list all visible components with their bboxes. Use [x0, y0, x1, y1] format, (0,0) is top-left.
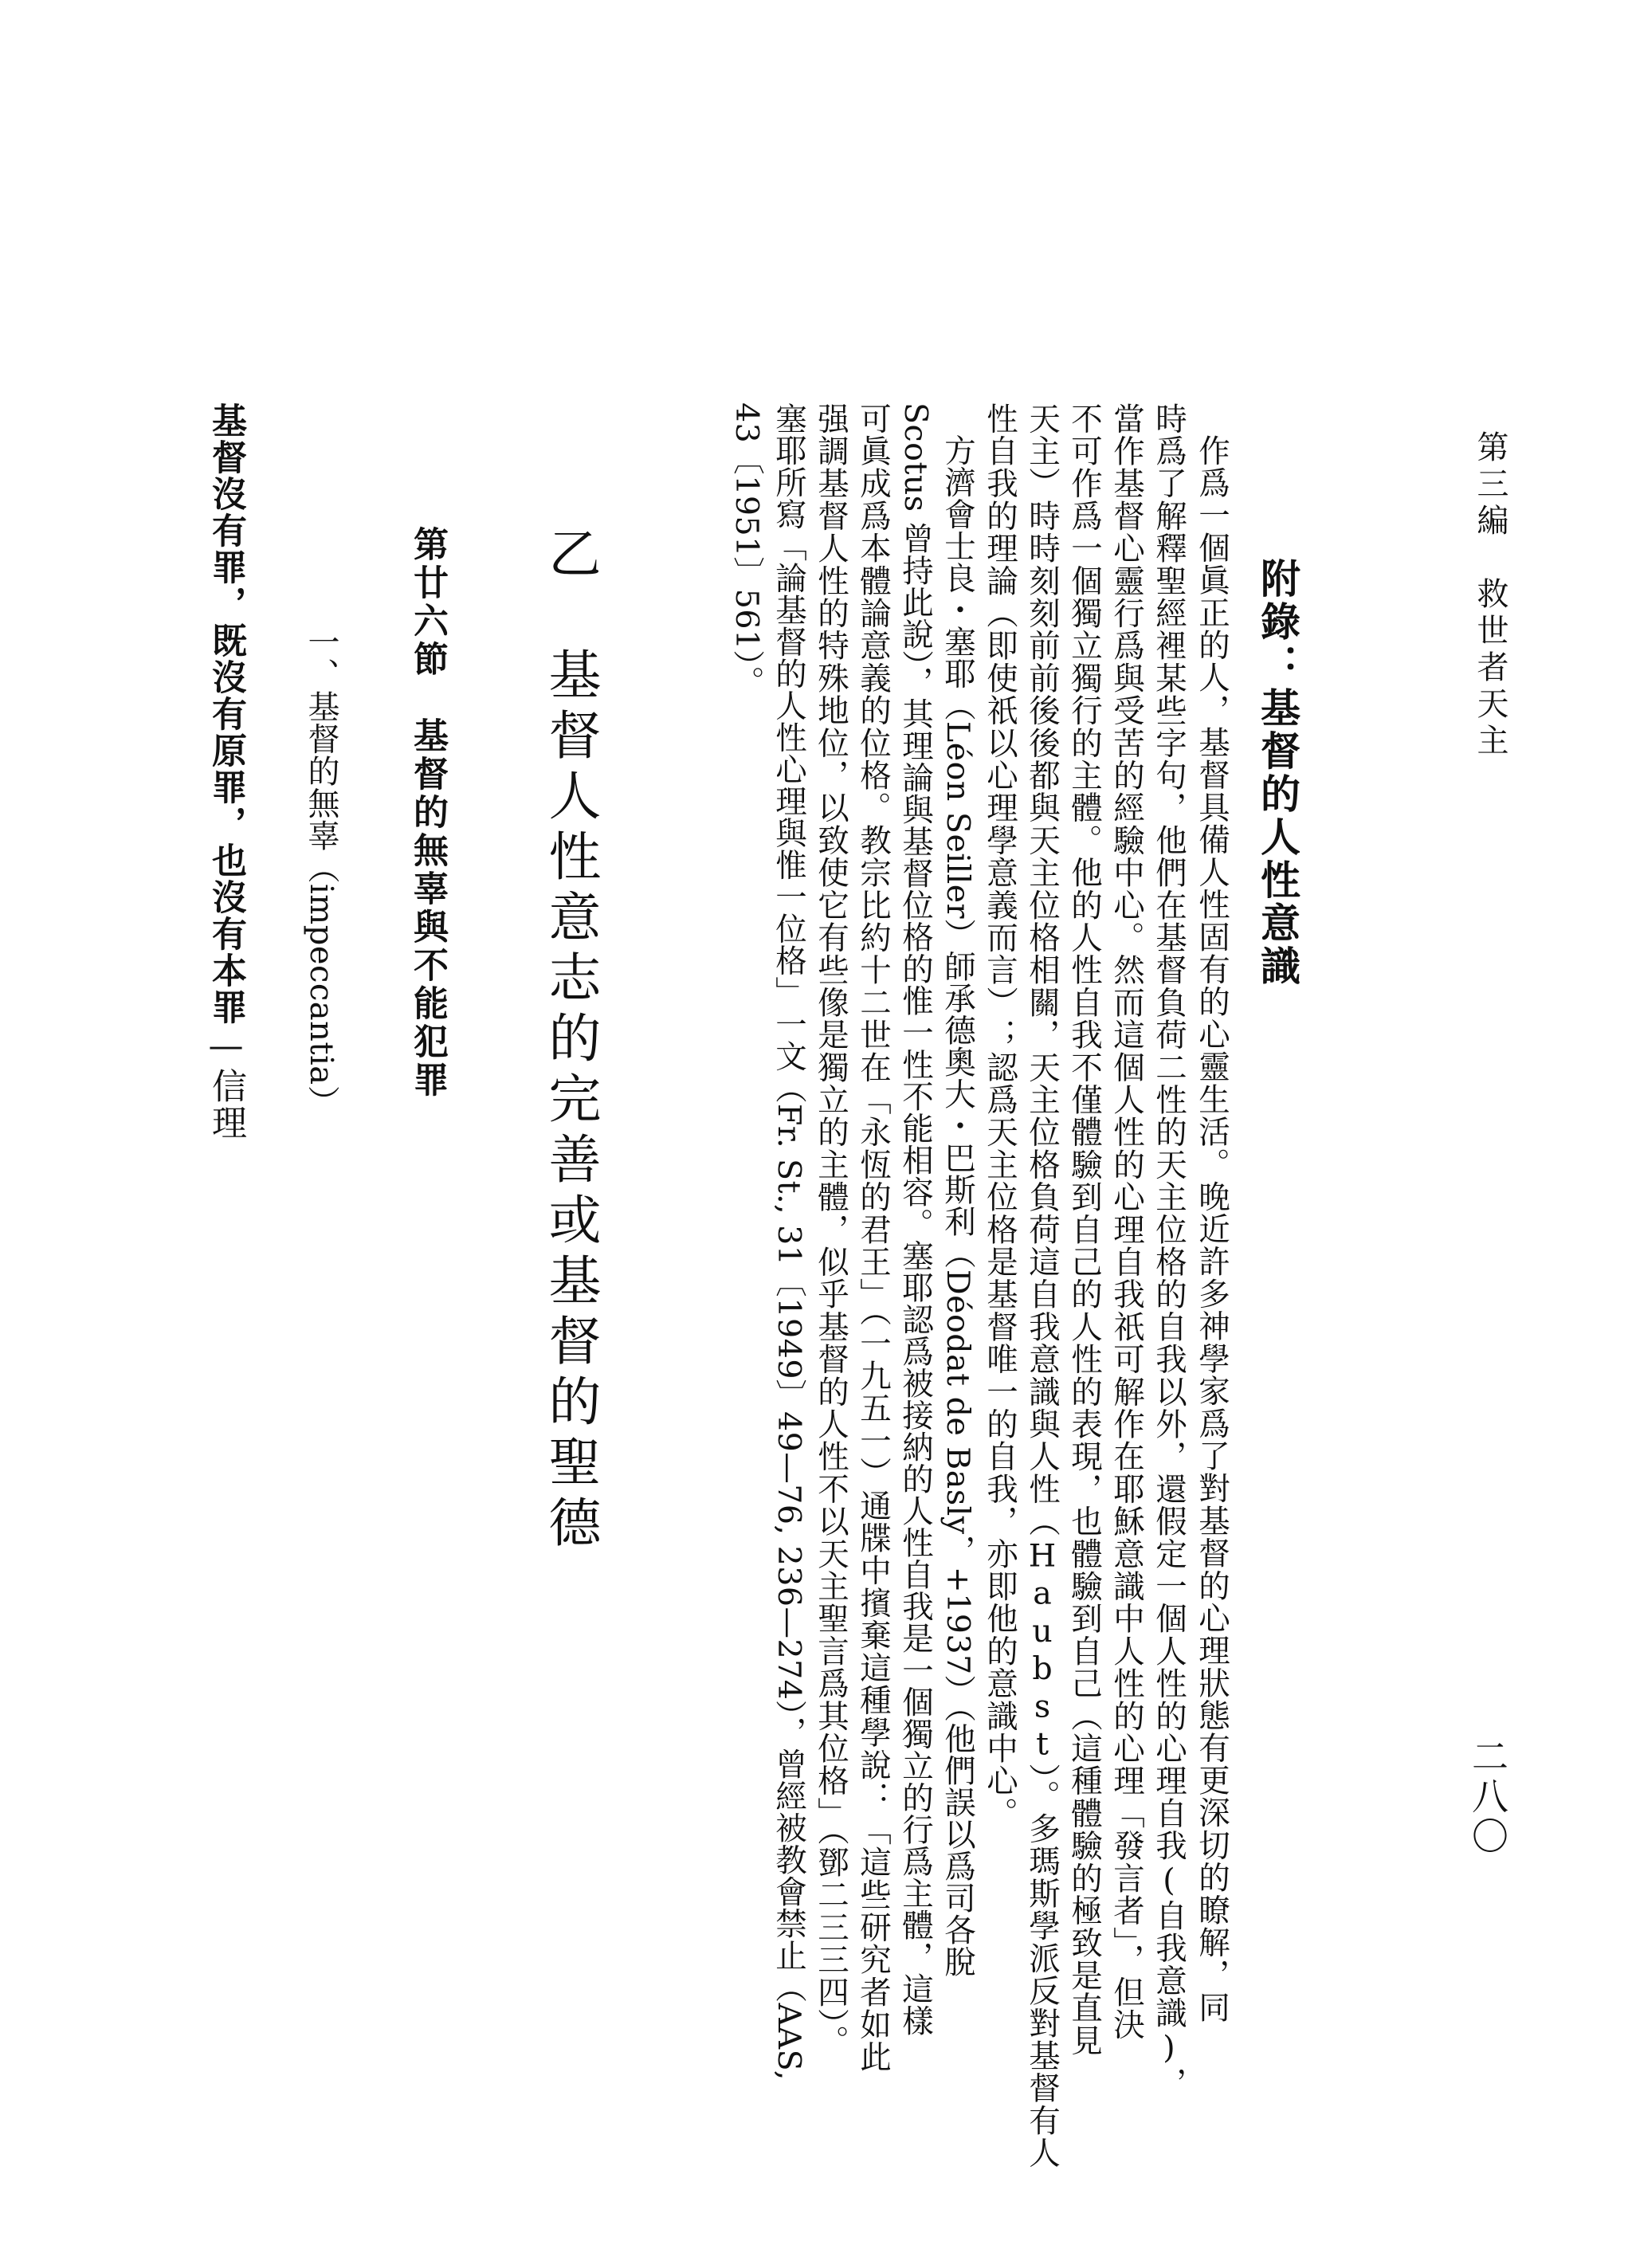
- appendix-line: 43〔1951〕561）。: [728, 402, 765, 698]
- thesis-text: 基督沒有罪，既沒有原罪，也沒有本罪: [206, 402, 246, 1026]
- appendix-line: 强調基督人性的特殊地位，以致使它有些像是獨立的主體，似乎基督的人性不以天主聖言爲其位格」（鄧二三三四）。: [813, 402, 849, 2058]
- item-heading: 一、基督的無辜（impeccantia）: [303, 626, 339, 1118]
- appendix-line: Scotus 曾持此說），其理論與基督位格的惟一性不能相容。塞耶認爲被接納的人性自我是一個獨立的行爲主體，這樣: [897, 402, 934, 2037]
- running-head: 第三編 救世者天主: [1472, 430, 1508, 760]
- appendix-line: 方濟會士良・塞耶（Léon Seiller）師承德奧大・巴斯利（Déodat de Basly，+1937）（他們誤以爲司各脫: [940, 434, 976, 1978]
- appendix-line: 性自我的理論（即使祇以心理學意義而言）；認爲天主位格是基督唯一的自我，亦即他的意識中心。: [982, 402, 1018, 1830]
- section-heading: 乙 基督人性意志的完善或基督的聖德: [539, 526, 601, 1556]
- appendix-line: 作爲一個眞正的人，基督具備人性固有的心靈生活。晚近許多神學家爲了對基督的心理狀態有更深切的瞭解，同: [1194, 434, 1230, 2024]
- appendix-line: 天主）時時刻刻前前後後都與天主位格相關，天主位格負荷這自我意識與人性（Haubst）。多瑪斯學派反對基督有人: [1024, 402, 1061, 2170]
- appendix-line: 可眞成爲本體論意義的位格。教宗比約十二世在「永恆的君王」（一九五一）通牒中擯棄這種學說：「這些研究者如此: [855, 402, 892, 2074]
- page-number: 二八〇: [1466, 1737, 1509, 1857]
- subheading: 第廿六節 基督的無辜與不能犯罪: [407, 526, 448, 1100]
- appendix-line: 塞耶所寫「論基督的人性心理與惟一位格」一文（Fr. St., 31〔1949〕49—76, 236—274），曾經被教會禁止（AAS,: [771, 402, 807, 2081]
- appendix-line: 不可作爲一個獨立獨行的主體。他的人性自我不僅體驗到自己的人性的表現，也體驗到自己（這種體驗的極致是直見: [1066, 402, 1103, 2057]
- appendix-title: 附錄：基督的人性意識: [1254, 558, 1301, 988]
- appendix-line: 當作基督心靈行爲與受苦的經驗中心。然而這個人性的心理自我祇可解作在耶穌意識中人性的心理「發言者」，但決: [1108, 402, 1145, 2041]
- thesis: [206, 402, 246, 1141]
- appendix-line: 時爲了解釋聖經裡某些字句，他們在基督負荷二性的天主位格的自我以外，還假定一個人性的心理自我(自我意識)，: [1151, 402, 1187, 2100]
- thesis-tag: —信理: [206, 1026, 246, 1141]
